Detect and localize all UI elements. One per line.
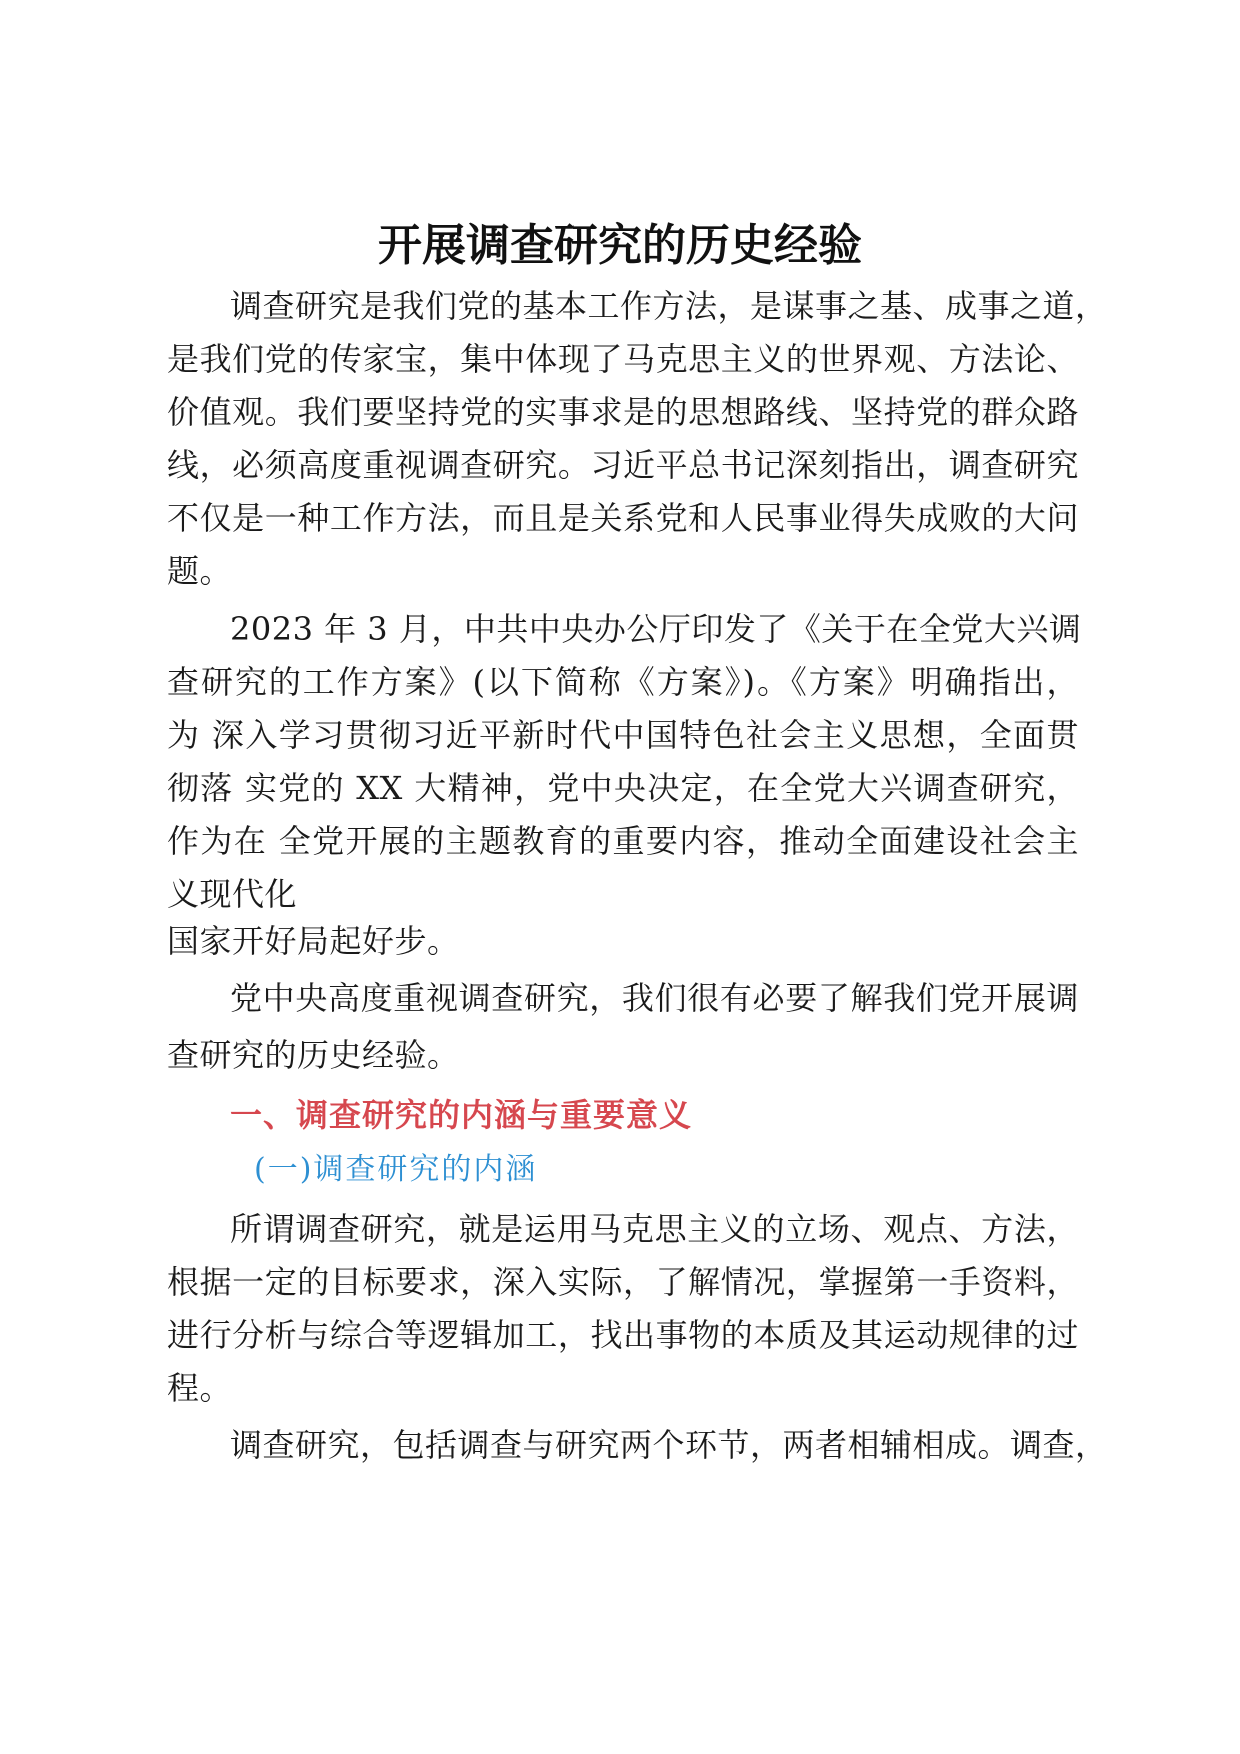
body-text-line: 党中央高度重视调查研究，我们很有必要了解我们党开展调 xyxy=(230,979,1079,1017)
body-text-line: 查研究的历史经验。 xyxy=(167,1036,460,1074)
body-text-line: 调查研究是我们党的基本工作方法，是谋事之基、成事之道， xyxy=(230,287,1108,325)
body-text-line: 查研究的工作方案》(以下简称《方案》)。《方案》明确指出， xyxy=(167,663,1079,701)
body-text-line: 所谓调查研究，就是运用马克思主义的立场、观点、方法， xyxy=(230,1210,1079,1248)
section-heading: 一、调查研究的内涵与重要意义 xyxy=(230,1096,693,1134)
body-text-line: 作为在 全党开展的主题教育的重要内容，推动全面建设社会主 xyxy=(167,822,1079,860)
body-text-line: 价值观。我们要坚持党的实事求是的思想路线、坚持党的群众路 xyxy=(167,393,1079,431)
body-text-line: 是我们党的传家宝，集中体现了马克思主义的世界观、方法论、 xyxy=(167,340,1079,378)
body-text-line: 国家开好局起好步。 xyxy=(167,922,460,960)
document-title: 开展调查研究的历史经验 xyxy=(378,220,862,271)
body-text-line: 彻落 实党的 XX 大精神，党中央决定，在全党大兴调查研究， xyxy=(167,769,1079,807)
body-text-line: 义现代化 xyxy=(167,875,298,913)
body-text-line: 调查研究，包括调查与研究两个环节，两者相辅相成。调查， xyxy=(230,1426,1108,1464)
body-text-line: 不仅是一种工作方法，而且是关系党和人民事业得失成败的大问 xyxy=(167,499,1079,537)
body-text-line: 程。 xyxy=(167,1369,233,1407)
body-text-line: 进行分析与综合等逻辑加工，找出事物的本质及其运动规律的过 xyxy=(167,1316,1079,1354)
subsection-heading: (一)调查研究的内涵 xyxy=(254,1152,538,1187)
body-text-line: 为 深入学习贯彻习近平新时代中国特色社会主义思想，全面贯 xyxy=(167,716,1079,754)
body-text-line: 题。 xyxy=(167,552,233,590)
body-text-line: 线，必须高度重视调查研究。习近平总书记深刻指出，调查研究 xyxy=(167,446,1079,484)
body-text-line: 2023 年 3 月，中共中央办公厅印发了《关于在全党大兴调 xyxy=(230,610,1082,648)
body-text-line: 根据一定的目标要求，深入实际，了解情况，掌握第一手资料， xyxy=(167,1263,1079,1301)
